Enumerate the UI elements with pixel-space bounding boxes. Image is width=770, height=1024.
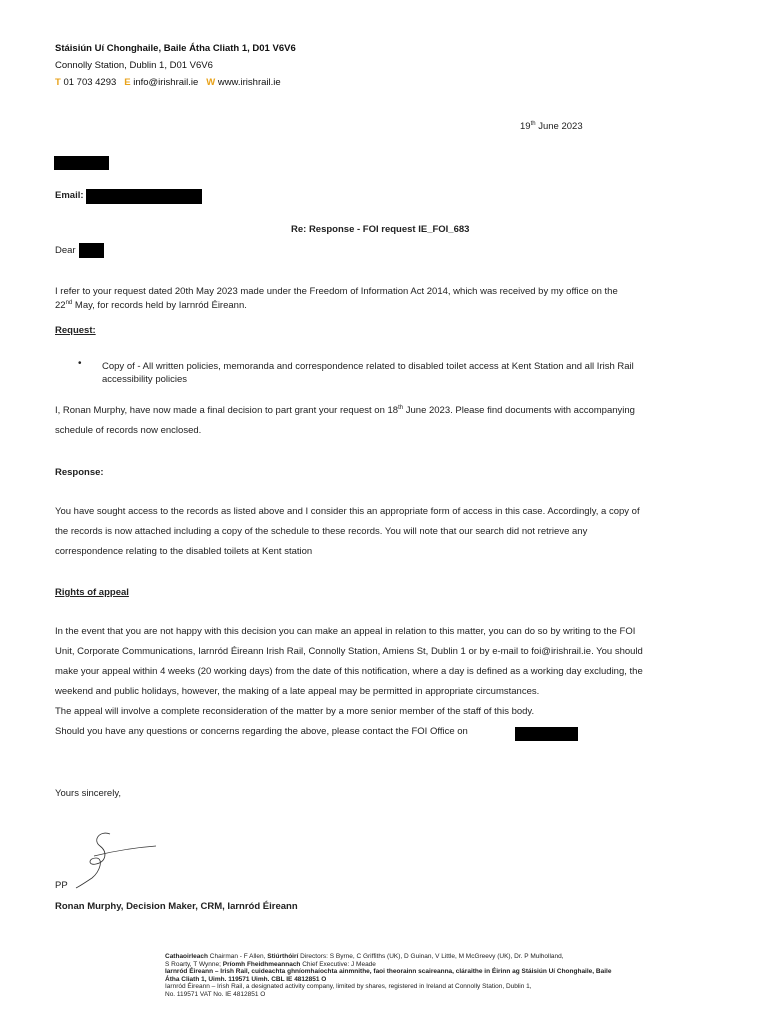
decision-paragraph [55, 401, 720, 441]
signatory: Ronan Murphy, Decision Maker, CRM, Iarnród Éireann [55, 901, 298, 912]
footer [165, 953, 705, 999]
letterhead-address: Connolly Station, Dublin 1, D01 V6V6 [55, 60, 213, 71]
contact-website[interactable]: www.irishrail.ie [217, 77, 281, 88]
subject-line: Re: Response - FOI request IE_FOI_683 [291, 224, 470, 235]
contact-email[interactable]: info@irishrail.ie [133, 77, 199, 88]
intro-day-suffix: nd [65, 299, 73, 306]
decision-pre: I, Ronan Murphy, have now made a final decision to part grant your request on 18 [55, 405, 399, 416]
footer-directors-cont: S Roarty, T Wynne; [165, 960, 223, 968]
response-paragraph [55, 502, 720, 562]
response-line: the records is now attached including a copy of the schedule to these records. You will note that our search did not retrieve any [55, 526, 588, 537]
response-line: You have sought access to the records as listed above and I consider this an appropriate form of access in this case. Accordingly, a copy of [55, 506, 640, 517]
request-item [102, 360, 634, 386]
appeal-line: make your appeal within 4 weeks (20 working days) from the date of this notification, where a day is defined as a working day excluding, the [55, 666, 643, 677]
contact-line [55, 722, 720, 742]
appeal-line: Unit, Corporate Communications, Iarnród Éireann Irish Rail, Connolly Station, Amiens St, Dublin 1 or by e-mail to foi@irishrail.ie. You should [55, 646, 643, 657]
date-suffix: th [530, 120, 536, 127]
web-key: W [206, 77, 216, 88]
date-day: 19 [520, 121, 531, 132]
redacted-recipient [54, 156, 109, 170]
date-rest: June 2023 [538, 121, 583, 132]
request-item-line-1: Copy of - All written policies, memoranda and correspondence related to disabled toilet access at Kent Station and all Irish Rail [102, 361, 634, 372]
letter-date [520, 121, 583, 132]
footer-chairman: Chairman - F Allen, [208, 953, 268, 960]
decision-line-2: schedule of records now enclosed. [55, 425, 202, 436]
appeal-line: weekend and public holidays, however, the making of a late appeal may be permitted in appropriate circumstances. [55, 686, 540, 697]
response-heading: Response: [55, 467, 104, 478]
email-line [55, 190, 84, 201]
footer-ceo: Chief Executive: J Meade [300, 960, 376, 968]
decision-suffix: th [398, 404, 404, 411]
email-label: Email: [55, 190, 84, 201]
redacted-phone [515, 727, 578, 741]
phone-key: T [55, 77, 61, 88]
decision-post: June 2023. Please find documents with accompanying [403, 405, 635, 416]
request-heading: Request: [55, 325, 96, 336]
footer-directors-label: Stiúrthóirí [267, 953, 299, 960]
pp-label: PP [55, 880, 68, 891]
footer-line-4: Átha Cliath 1, Uimh. 119571 Uimh. CBL IE 4812851 O [165, 975, 327, 983]
redacted-salutation-name [79, 243, 104, 258]
intro-line-1: I refer to your request dated 20th May 2023 made under the Freedom of Information Act 2014, which was received by my office on the [55, 286, 618, 297]
phone-number: 01 703 4293 [63, 77, 117, 88]
intro-day: 22 [55, 300, 66, 311]
decision-line-1 [55, 401, 720, 421]
salutation: Dear [55, 245, 76, 256]
footer-line-6: No. 119571 VAT No. IE 4812851 O [165, 990, 266, 998]
footer-directors: Directors: S Byrne, C Griffiths (UK), D Guinan, V Little, M McGreevy (UK), Dr. P Mulholland, [298, 953, 564, 960]
intro-paragraph [55, 285, 618, 313]
appeal-line: The appeal will involve a complete reconsideration of the matter by a more senior member of the staff of this body. [55, 706, 535, 717]
intro-line-2 [55, 299, 618, 313]
appeal-paragraph [55, 622, 720, 742]
footer-line-3: Iarnród Éireann – Irish Rail, cuideachta ghníomhaíochta ainmnithe, faoi theorainn scaireanna, cláraithe in Éirinn ag Stáisiún Uí Chonghaile, Baile [165, 968, 612, 976]
footer-line-1 [165, 953, 705, 961]
appeal-line: In the event that you are not happy with this decision you can make an appeal in relation to this matter, you can do so by writing to the FOI [55, 626, 636, 637]
letterhead-contact [55, 74, 281, 91]
footer-ceo-label: Príomh Fheidhmeannach [222, 960, 301, 968]
footer-line-5: Iarnród Éireann – Irish Rail, a designated activity company, limited by shares, registered in Ireland at Connolly Station, Dublin 1, [165, 983, 532, 991]
intro-line-2-rest: May, for records held by Iarnród Éireann. [72, 300, 247, 311]
email-key: E [124, 77, 131, 88]
response-line: correspondence relating to the disabled toilets at Kent station [55, 546, 313, 557]
footer-chairman-label: Cathaoirleach [165, 953, 208, 960]
bullet-icon: • [78, 358, 82, 369]
contact-line-text: Should you have any questions or concerns regarding the above, please contact the FOI Office on [55, 726, 468, 737]
closing: Yours sincerely, [55, 788, 122, 799]
signature [70, 828, 160, 890]
letterhead-title: Stáisiún Uí Chonghaile, Baile Átha Cliath 1, D01 V6V6 [55, 43, 296, 54]
appeal-heading: Rights of appeal [55, 587, 129, 598]
redacted-email [86, 189, 202, 204]
request-item-line-2: accessibility policies [102, 374, 188, 385]
